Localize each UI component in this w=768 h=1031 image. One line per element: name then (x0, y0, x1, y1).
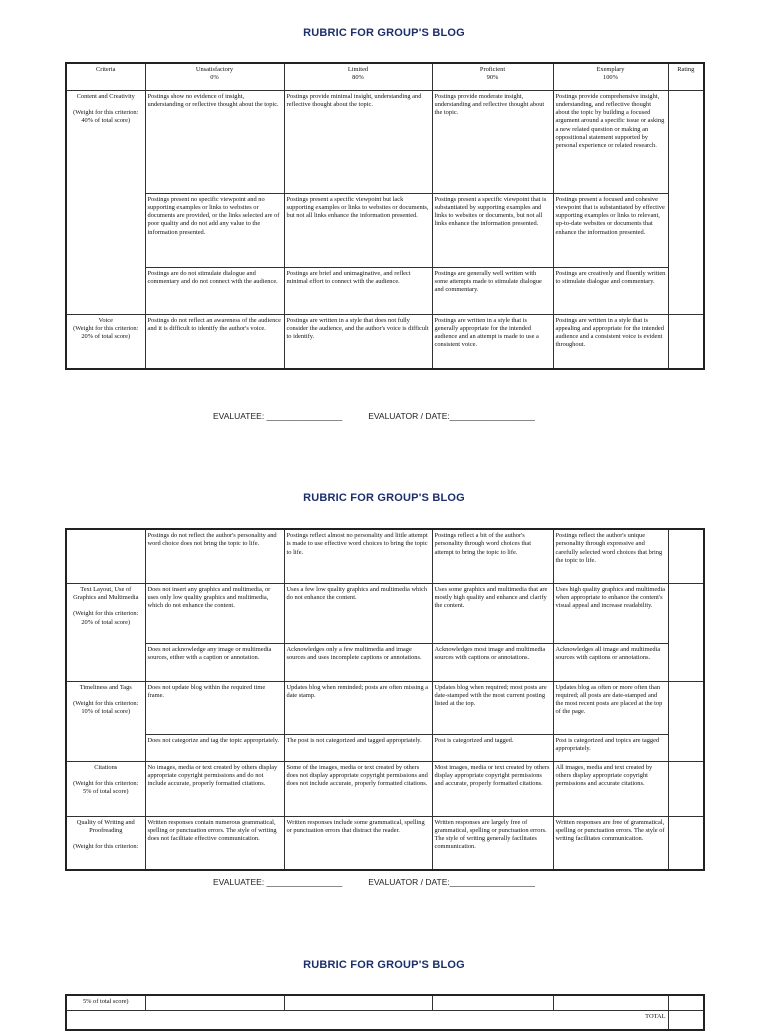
cell: Postings reflect almost no personality and little attempt is made to use effective word choices to bring the topic to life. (284, 529, 432, 583)
evaluation-line-1 (213, 411, 535, 421)
table-row (66, 816, 704, 870)
cell: Written responses contain numerous grammatical, spelling or punctuation errors. The style of writing does not facilitate effective communication. (145, 816, 284, 870)
table-row (66, 761, 704, 816)
cell (553, 995, 668, 1010)
cell: Postings present a specific viewpoint but lack supporting examples or links to websites or documents, but not all links enhance the information presented. (284, 193, 432, 267)
rating-cell[interactable] (668, 583, 704, 681)
page-title: RUBRIC FOR GROUP'S BLOG (303, 959, 465, 971)
cell: Updates blog as often or more often than required; all posts are date-stamped and the most recent posts are placed at the top of the page. (553, 681, 668, 734)
rating-cell[interactable] (668, 816, 704, 870)
evaluation-line-2 (213, 877, 535, 887)
cell: Uses a few low quality graphics and multimedia which do not enhance the content. (284, 583, 432, 643)
rating-cell[interactable] (668, 681, 704, 761)
table-row (66, 193, 704, 267)
rating-header: Rating (668, 63, 704, 90)
cell: Postings are brief and unimaginative, and reflect minimal effort to connect with the audience. (284, 267, 432, 314)
criterion-voice: Voice (Weight for this criterion: 20% of total score) (66, 314, 145, 369)
cell: Acknowledges only a few multimedia and image sources and uses incomplete captions or annotations. (284, 643, 432, 681)
cell: Postings do not reflect the author's personality and word choice does not bring the topic to life. (145, 529, 284, 583)
cell: Written responses include some grammatical, spelling or punctuation errors that distract the reader. (284, 816, 432, 870)
cell: Does not acknowledge any image or multimedia sources, either with a caption or annotation. (145, 643, 284, 681)
criterion-timeliness-tags: Timeliness and Tags (Weight for this criterion: 10% of total score) (66, 681, 145, 761)
rubric-table-page3 (65, 994, 705, 1031)
cell: Postings present no specific viewpoint and no supporting examples or links to websites or documents are provided, or the links selected are of poor quality and do not add any value to the information presented. (145, 193, 284, 267)
cell: Updates blog when reminded; posts are often missing a date stamp. (284, 681, 432, 734)
cell: Does not insert any graphics and multimedia, or uses only low quality graphics and multimedia, which do not enhance the content. (145, 583, 284, 643)
cell (284, 995, 432, 1010)
table-row (66, 90, 704, 193)
table-row (66, 995, 704, 1010)
table-row (66, 681, 704, 734)
cell: Acknowledges most image and multimedia sources with captions or annotations. (432, 643, 553, 681)
rating-cell[interactable] (668, 314, 704, 369)
criterion-text-layout: Text Layout, Use of Graphics and Multimedia (Weight for this criterion: 20% of total score) (66, 583, 145, 681)
rubric-table-page1 (65, 62, 705, 370)
cell: Updates blog when required; most posts are date-stamped with the most current posting listed at the top. (432, 681, 553, 734)
cell: Postings reflect a bit of the author's personality through word choices that attempt to bring the topic to life. (432, 529, 553, 583)
table-row (66, 529, 704, 583)
total-label: TOTAL (66, 1010, 668, 1030)
table-row (66, 734, 704, 761)
table-row (66, 583, 704, 643)
evaluatee-field[interactable]: EVALUATEE: ________________ (213, 877, 343, 887)
cell: No images, media or text created by others display appropriate copyright permissions and do not include accurate, properly formatted citations. (145, 761, 284, 816)
cell: Does not categorize and tag the topic appropriately. (145, 734, 284, 761)
rubric-table-page2 (65, 528, 705, 871)
cell: Postings present a specific viewpoint that is substantiated by supporting examples and links to websites or documents, but not all links enhance the information presented. (432, 193, 553, 267)
criterion-content-creativity: Content and Creativity (Weight for this criterion: 40% of total score) (66, 90, 145, 314)
table-row (66, 314, 704, 369)
total-row (66, 1010, 704, 1030)
cell: Postings reflect the author's unique personality through expressive and carefully selected word choices that bring the topic to life. (553, 529, 668, 583)
table-row (66, 267, 704, 314)
cell: Some of the images, media or text created by others does not display appropriate copyright permissions and does not include accurate, properly formatted citations. (284, 761, 432, 816)
cell: Uses some graphics and multimedia that are mostly high quality and enhance and clarify the content. (432, 583, 553, 643)
page-title: RUBRIC FOR GROUP'S BLOG (303, 27, 465, 39)
cell: Postings do not reflect an awareness of the audience and it is difficult to identify the author's voice. (145, 314, 284, 369)
criterion-citations: Citations (Weight for this criterion: 5% of total score) (66, 761, 145, 816)
cell: Postings are written in a style that is generally appropriate for the intended audience and an attempt is made to use a consistent voice. (432, 314, 553, 369)
cell: Written responses are free of grammatical, spelling or punctuation errors. The style of writing facilitates communication. (553, 816, 668, 870)
rating-cell[interactable] (668, 529, 704, 583)
exemplary-header: Exemplary 100% (553, 63, 668, 90)
cell: Postings provide minimal insight, understanding and reflective thought about the topic. (284, 90, 432, 193)
cell (432, 995, 553, 1010)
cell: All images, media and text created by others display appropriate copyright permissions and accurate citations. (553, 761, 668, 816)
cell: Postings provide comprehensive insight, understanding, and reflective thought about the topic by building a focused argument around a specific issue or asking a new related question or making an oppositional statement supported by personal experience or related research. (553, 90, 668, 193)
limited-header: Limited 80% (284, 63, 432, 90)
table-row (66, 643, 704, 681)
cell: Postings show no evidence of insight, understanding or reflective thought about the topic. (145, 90, 284, 193)
criterion-weight-cont: 5% of total score) (66, 995, 145, 1010)
cell: Postings are written in a style that is appealing and appropriate for the intended audience and a consistent voice is evident throughout. (553, 314, 668, 369)
cell: The post is not categorized and tagged appropriately. (284, 734, 432, 761)
proficient-header: Proficient 90% (432, 63, 553, 90)
evaluatee-field[interactable]: EVALUATEE: ________________ (213, 411, 343, 421)
evaluator-date-field[interactable]: EVALUATOR / DATE:__________________ (368, 411, 535, 421)
criterion-quality-writing: Quality of Writing and Proofreading (Weight for this criterion: (66, 816, 145, 870)
cell: Postings are do not stimulate dialogue and commentary and do not connect with the audience. (145, 267, 284, 314)
cell: Postings provide moderate insight, understanding and reflective thought about the topic. (432, 90, 553, 193)
rating-cell[interactable] (668, 995, 704, 1010)
cell: Acknowledges all image and multimedia sources with captions or annotations. (553, 643, 668, 681)
total-rating-cell[interactable] (668, 1010, 704, 1030)
header-row (66, 63, 704, 90)
unsatisfactory-header: Unsatisfactory 0% (145, 63, 284, 90)
cell (145, 995, 284, 1010)
cell: Written responses are largely free of grammatical, spelling or punctuation errors. The style of writing generally facilitates communication. (432, 816, 553, 870)
cell: Postings are written in a style that does not fully consider the audience, and the author's voice is difficult to identify. (284, 314, 432, 369)
cell: Postings are creatively and fluently written to stimulate dialogue and commentary. (553, 267, 668, 314)
cell: Uses high quality graphics and multimedia when appropriate to enhance the content's visual appeal and increase readability. (553, 583, 668, 643)
cell: Does not update blog within the required time frame. (145, 681, 284, 734)
cell: Most images, media or text created by others display appropriate copyright permissions and accurate, properly formatted citations. (432, 761, 553, 816)
cell: Post is categorized and tagged. (432, 734, 553, 761)
page-title: RUBRIC FOR GROUP'S BLOG (303, 492, 465, 504)
cell: Postings are generally well written with some attempts made to stimulate dialogue and commentary. (432, 267, 553, 314)
evaluator-date-field[interactable]: EVALUATOR / DATE:__________________ (368, 877, 535, 887)
rating-cell[interactable] (668, 90, 704, 314)
cell: Post is categorized and topics are tagged appropriately. (553, 734, 668, 761)
rating-cell[interactable] (668, 761, 704, 816)
criteria-header: Criteria (66, 63, 145, 90)
criterion-voice-cont (66, 529, 145, 583)
cell: Postings present a focused and cohesive viewpoint that is substantiated by effective supporting examples or links to relevant, up-to-date websites or documents that enhance the information presented. (553, 193, 668, 267)
